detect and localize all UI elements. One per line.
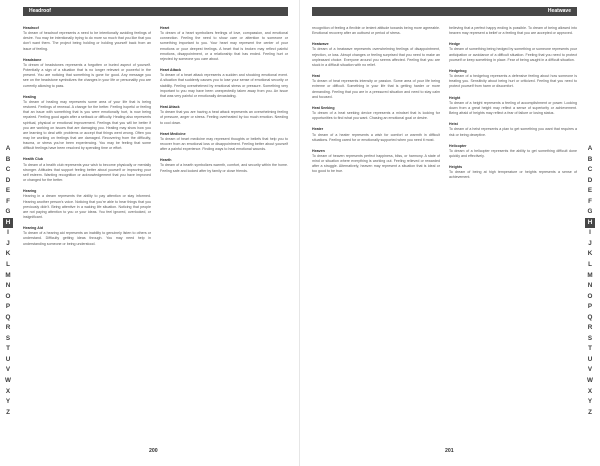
alphabet-tab-m: M [587, 271, 593, 279]
dictionary-entry [23, 58, 151, 89]
dictionary-entry [160, 132, 288, 153]
alphabet-tab-o: O [587, 292, 593, 300]
alphabet-tab-c: C [5, 166, 11, 174]
entry-title: Heat [312, 74, 320, 79]
left-alphabet-index [3, 144, 13, 418]
dictionary-entry [312, 26, 440, 36]
entry-title: Heart Attack [160, 68, 182, 73]
alphabet-tab-s: S [587, 334, 593, 342]
alphabet-tab-l: L [6, 261, 10, 269]
alphabet-tab-r: R [587, 324, 593, 332]
dictionary-entry [449, 122, 577, 137]
alphabet-tab-z: Z [588, 408, 592, 416]
alphabet-tab-d: D [587, 176, 593, 184]
entry-body: To dream of something being hedged by something or someone represents your anticipation or avoidance of a difficult situation. Feeling that you need to protect yourself or keep something in place. Fear of being caught in a difficult situation. [449, 47, 577, 62]
entry-body: To dream of healing may represents some area of your life that is being restored. Feelings of renewal. A change for the better. Feeling hopeful or feeling that an issue with something that is you were emotionally hurt, is now being repaired. Feeling good again after a setback or difficulty. Healing also represents spiritual, physical or emotional improvement. Feelings that you will be better if you are working on issues that are damaging you. Healing may show how you are learning to deal with problems or accept that things went wrong. Often you may be working on feelings that are damaged. Recovering from the difficulty, trauma, or stress you've been experiencing. You may be feeling that some difficult feelings have been resolved by spending time or effort. [23, 99, 151, 151]
entry-body: To dream of heat represents intensity or passion. Some area of your life being extreme or difficult. Something in your life that is getting harder or more demanding. Feeling that you are in a pressured situation and need to stay calm and focused. [312, 79, 440, 99]
alphabet-tab-i: I [589, 229, 591, 237]
dictionary-entry [312, 74, 440, 100]
entry-body: To dream of a heater represents a wish for comfort or warmth in difficult situations. Feeling cared for or emotionally supported when you need it most. [312, 132, 440, 142]
dictionary-entry [449, 26, 577, 36]
right-header-bar [312, 7, 577, 16]
entry-body: To dream of a hearth symbolizes warmth, comfort, and security within the home. Feeling safe and looked after by family or close friends. [160, 163, 288, 173]
alphabet-tab-j: J [588, 239, 592, 247]
dictionary-entry [23, 157, 151, 183]
entry-body: To dream of headroof represents a need to be intentionally avoiding feelings of desire. You may be intentionally trying to do more so much that you like that you don't want them. The project being holding or holding yourself back from an issue of feeling. [23, 31, 151, 51]
left-header-bar [23, 7, 288, 16]
entry-title: Hearing Aid [23, 226, 44, 231]
entry-title: Heater [312, 127, 324, 132]
dictionary-entry [449, 42, 577, 63]
entry-title: Heist [449, 122, 458, 127]
alphabet-tab-r: R [5, 324, 11, 332]
alphabet-tab-c: C [587, 166, 593, 174]
alphabet-tab-w: W [5, 377, 11, 385]
dictionary-entry [449, 165, 577, 180]
entry-body: To dream of a height represents a feeling of accomplishment or power. Looking down from a great height may reflect a sense of superiority or achievement. Being afraid of heights may reflect a fear of failure or losing status. [449, 100, 577, 116]
entry-body: To dream of a heist represents a plan to get something you want that requires a risk or being deceptive. [449, 127, 577, 137]
dictionary-entry [160, 68, 288, 99]
alphabet-tab-h: H [3, 218, 13, 229]
entry-title: Hedgehog [449, 68, 467, 73]
entry-title: Heart [160, 26, 170, 30]
entry-body: Hearing in a dream represents the ability to pay attention or stay informed. Hearing another person's voice. Noticing that you're able to hear things that you previously didn't. Being attentive in a waking life situation. Noticing that people are not paying attention to you or your ideas. You feel ignored, overlooked, or insignificant. [23, 194, 151, 219]
dictionary-entry [160, 158, 288, 173]
alphabet-tab-g: G [5, 208, 11, 216]
dictionary-entry [312, 42, 440, 68]
alphabet-tab-v: V [5, 366, 11, 374]
dictionary-entry [449, 96, 577, 117]
alphabet-tab-m: M [5, 271, 11, 279]
entry-body: To dream of a hearing aid represents an inability to genuinely listen to others or understand. Difficulty getting ideas through. You may need help in understanding someone or being understood. [23, 231, 151, 246]
alphabet-tab-p: P [587, 303, 593, 311]
alphabet-tab-n: N [5, 282, 11, 290]
entry-title: Helicopter [449, 143, 467, 148]
alphabet-tab-l: L [588, 261, 592, 269]
alphabet-tab-q: Q [587, 313, 593, 321]
dictionary-entry [312, 127, 440, 142]
entry-title: Heat Seeking [312, 105, 335, 110]
dictionary-entry [23, 26, 151, 52]
right-alphabet-index [585, 144, 595, 418]
dictionary-entry [312, 149, 440, 175]
alphabet-tab-n: N [587, 282, 593, 290]
entry-body: believing that a perfect happy ending is possible. To dream of being allowed into heaven may represent a belief or a feeling that you are accepted or approved. [449, 26, 577, 36]
entry-body: To dream of a health club represents your wish to become physically or mentally stronger. Attitudes that support feeling better about yourself or improving your self esteem. Wanting recognition or acknowledgement that you have improved or changed for the better. [23, 162, 151, 183]
alphabet-tab-h: H [585, 218, 595, 229]
left-page-column-1 [23, 26, 151, 451]
alphabet-tab-e: E [587, 187, 593, 195]
entry-body: To dream of a heat seeking device represents a mindset that is looking for opportunities to find what you want. Chasing an emotional goal or desire. [312, 111, 440, 121]
alphabet-tab-q: Q [5, 313, 11, 321]
entry-body: To dream of heaven represents perfect happiness, bliss, or harmony. A state of mind or situation where everything is working out. Feeling relieved or rewarded after a struggle. Alternatively, heaven may represent a situation that is ideal or too good to be true. [312, 153, 440, 174]
alphabet-tab-a: A [587, 145, 593, 152]
left-page-number: 200 [149, 448, 158, 454]
entry-title: Health Club [23, 157, 43, 162]
entry-body: To dream of a heatwave represents overwhelming feelings of disappointment, rejection, or loss. Abrupt changes or feeling surprised that you need to make an unpleasant choice. Everyone around you seems affected. Feeling that you are stuck in a difficult situation with no relief. [312, 47, 440, 67]
entry-title: Heights [449, 165, 463, 170]
dictionary-entry [160, 105, 288, 126]
alphabet-tab-x: X [587, 387, 593, 395]
dictionary-entry [449, 144, 577, 159]
entry-title: Healing [23, 94, 36, 99]
entry-body: To dream of a heart symbolizes feelings of love, compassion, and emotional connection. Feeling the need to show care or attention to someone or something important to you. Your heart may represent the center of your emotions or your deepest feelings. A heart that is broken may reflect painful emotions, disappointment, or a relationship that has ended. Feeling hurt or rejected by someone you care about. [160, 31, 288, 61]
alphabet-tab-z: Z [6, 408, 10, 416]
entry-title: Heart Medicine [160, 131, 186, 136]
alphabet-tab-d: D [5, 176, 11, 184]
entry-title: Hedge [449, 42, 460, 47]
entry-body: To dream of a helicopter represents the ability to get something difficult done quickly and effectively. [449, 148, 577, 158]
alphabet-tab-b: B [587, 155, 593, 163]
alphabet-tab-y: Y [5, 398, 11, 406]
left-page-column-2 [160, 26, 288, 451]
alphabet-tab-i: I [7, 229, 9, 237]
alphabet-tab-t: T [6, 345, 10, 353]
alphabet-tab-j: J [6, 239, 10, 247]
entry-body: To dream that you are having a heat attack represents an overwhelming feeling of pressure, anger or stress. Feeling overheated by too much emotion. Needing to cool down. [160, 110, 288, 125]
alphabet-tab-f: F [588, 197, 592, 205]
entry-title: Heat Attack [160, 105, 180, 110]
alphabet-tab-k: K [587, 250, 593, 258]
alphabet-tab-u: U [587, 355, 593, 363]
alphabet-tab-x: X [5, 387, 11, 395]
alphabet-tab-b: B [5, 155, 11, 163]
dictionary-entry [449, 69, 577, 90]
alphabet-tab-s: S [5, 334, 11, 342]
entry-body: recognition of feeling a flexible or lenient attitude towards being more agreeable. Emotional recovery after an outburst or period of stress. [312, 26, 440, 36]
alphabet-tab-u: U [5, 355, 11, 363]
alphabet-tab-y: Y [587, 398, 593, 406]
entry-title: Hearing [23, 189, 37, 194]
right-page [300, 0, 600, 466]
entry-title: Heatwave [312, 42, 329, 47]
entry-body: To dream of headstones represents a forgotten or buried aspect of yourself. Potentially a sign of a situation that is no longer relevant or powerful in the present. You are noticing that something is gone for good. Any message you see on the headstone symbolizes the changes in your life or personality you are currently allowing to pass. [23, 62, 151, 88]
alphabet-tab-w: W [587, 377, 593, 385]
dictionary-entry [23, 189, 151, 220]
alphabet-tab-p: P [5, 303, 11, 311]
entry-body: To dream of heart medicine may represent thoughts or beliefs that help you to recover from an emotional loss or disappointment. Feeling better about yourself after a painful experience. Finding ways to heal emotional wounds. [160, 136, 288, 152]
alphabet-tab-g: G [587, 208, 593, 216]
right-header-title: Heatwave [547, 8, 571, 14]
alphabet-tab-k: K [5, 250, 11, 258]
left-columns [23, 26, 288, 451]
entry-title: Headstone [23, 57, 42, 62]
right-columns [312, 26, 577, 451]
dictionary-entry [312, 106, 440, 121]
alphabet-tab-e: E [5, 187, 11, 195]
dictionary-entry [23, 226, 151, 247]
dictionary-entry [23, 95, 151, 152]
dictionary-entry [160, 26, 288, 62]
right-page-number: 201 [445, 448, 454, 454]
alphabet-tab-t: T [588, 345, 592, 353]
entry-title: Height [449, 95, 461, 100]
entry-body: To dream of a heart attack represents a sudden and shocking emotional event. A situation that suddenly causes you to lose your sense of emotional security or stability. Feeling overwhelmed by emotional stress or pressure. Something very important to you may have been unexpectedly taken away from you. An issue that was very painful or emotionally devastating. [160, 73, 288, 98]
alphabet-tab-a: A [5, 145, 11, 152]
alphabet-tab-f: F [6, 197, 10, 205]
entry-body: To dream of a hedgehog represents a defensive feeling about how someone is treating you. Sensitivity about being hurt or criticized. Feeling that you need to protect yourself from harm or discomfort. [449, 74, 577, 89]
left-header-title: Headroof [29, 8, 51, 14]
entry-title: Heaven [312, 148, 325, 153]
alphabet-tab-v: V [587, 366, 593, 374]
alphabet-tab-o: O [5, 292, 11, 300]
entry-title: Hearth [160, 158, 172, 163]
entry-title: Headroof [23, 26, 39, 30]
right-page-column-1 [312, 26, 440, 451]
right-page-column-2 [449, 26, 577, 451]
entry-body: To dream of being at high temperature or heights represents a sense of achievement. [449, 170, 577, 180]
